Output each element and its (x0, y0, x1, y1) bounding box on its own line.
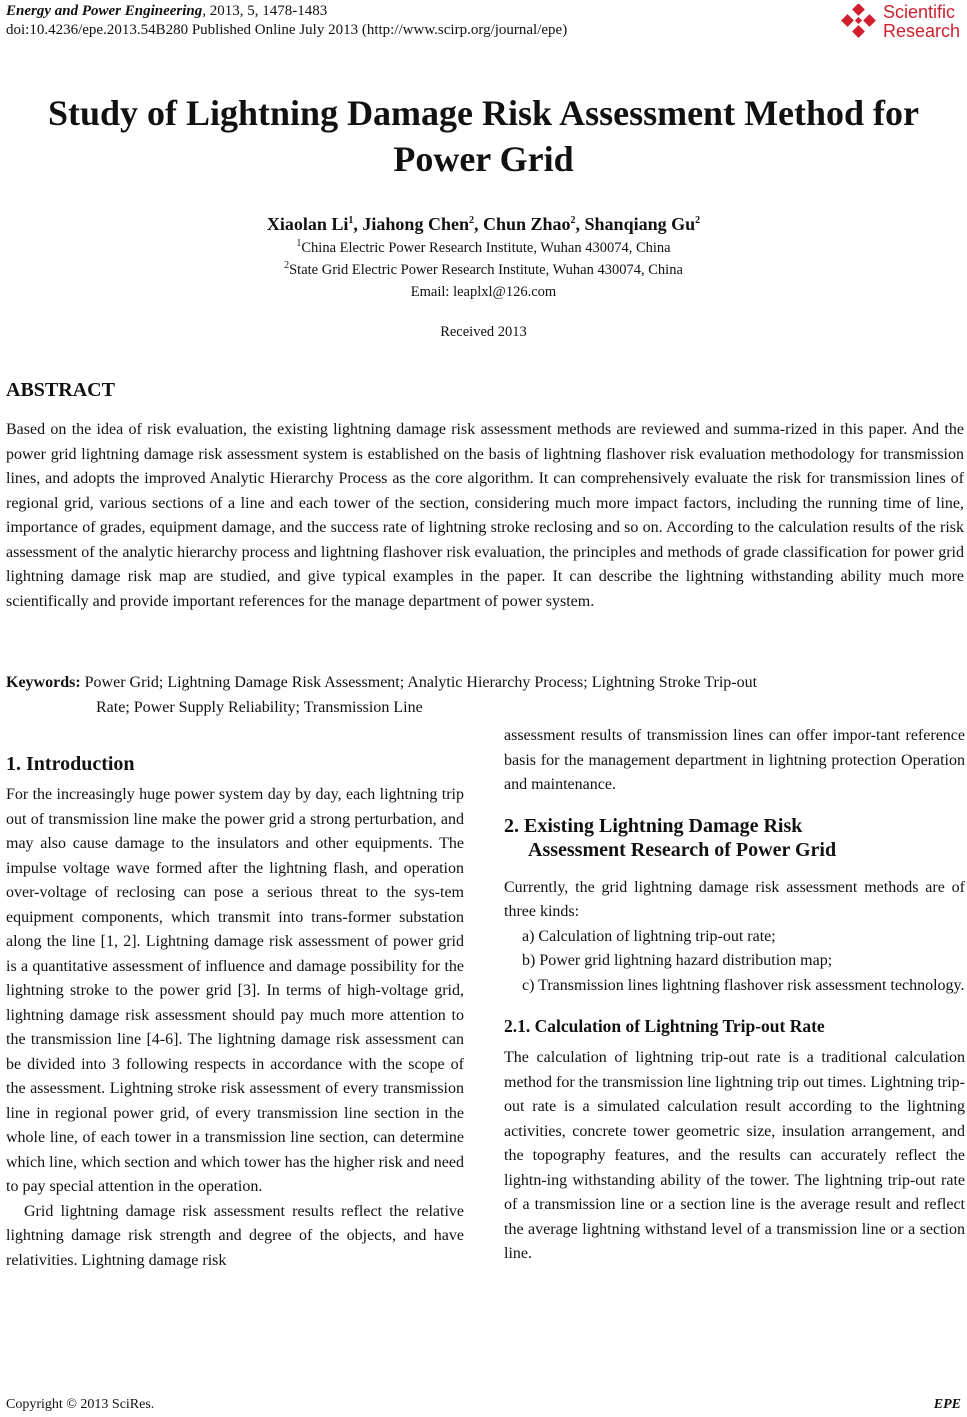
author-name: Shanqiang Gu (584, 214, 696, 234)
author-affiliation-mark: 2 (570, 215, 576, 226)
paragraph: assessment results of transmission lines can offer impor-tant reference basis for the management department in lightning protection Operation and maintenance. (504, 727, 965, 793)
title-line-2: Power Grid (393, 139, 574, 179)
logo-text-line2: Research (883, 21, 961, 41)
author-name: Jiahong Chen (362, 214, 469, 234)
paragraph: Currently, the grid lightning damage risk assessment methods are of three kinds: (504, 878, 965, 920)
section-heading: 2. Existing Lightning Damage Risk Assessment Research of Power Grid (504, 814, 837, 861)
publisher-logo (839, 2, 963, 44)
abstract-text: Based on the idea of risk evaluation, the existing lightning damage risk assessment methods are reviewed and summa-rized in this paper. And the power grid lightning damage risk assessment system is established on the basis of lightning flashover risk evaluation methodology for transmission lines, and adopts the improved Analytic Hierarchy Process as the core algorithm. It can comprehensively evaluate the risk for transmission lines of regional grid, various sections of a line and each tower of the section, considering much more impact factors, including the running time of line, importance of grades, equipment damage, and the success rate of lightning stroke reclosing and so on. According to the calculation results of the risk assessment of the analytic hierarchy process and lightning flashover risk evaluation, the principles and methods of grade classification for power grid lightning damage risk map are studied, and give typical examples in the paper. It can describe the lightning withstanding ability much more scientifically and provide important references for the manage department of power system. (6, 421, 964, 610)
paragraph: The calculation of lightning trip-out rate is a traditional calculation method for the transmission line lightning trip out times. Lightning trip-out rate is a simulated calculation result according to the lightning activities, concrete tower geometric size, insulation arrangement, and the topography features, and the results can accurately reflect the lightn-ing withstanding ability of the tower. The lightning trip-out rate of a transmission line or a section line is the average result and reflect the average lightning withstand level of a transmission line or a section line. (504, 1049, 965, 1262)
logo-text-line1: Scientific (883, 2, 956, 22)
list-item: c) Transmission lines lightning flashover risk assessment technology. (522, 976, 965, 994)
received-date: Received 2013 (440, 324, 527, 340)
subsection-heading: 2.1. Calculation of Lightning Trip-out Rate (504, 1016, 825, 1036)
keywords-line-2: Rate; Power Supply Reliability; Transmission Line (96, 698, 423, 716)
page-footer (6, 1397, 961, 1413)
abstract-heading: ABSTRACT (6, 379, 115, 401)
author-affiliation-mark: 1 (348, 215, 354, 226)
list-item: a) Calculation of lightning trip-out rate; (522, 927, 776, 945)
affiliation-1: $^1$China Electric Power Research Institute, Wuhan 430074, China (296, 238, 671, 256)
title-line-1: Study of Lightning Damage Risk Assessment Method for (47, 93, 920, 133)
paper-title (0, 90, 967, 182)
author-name: Chun Zhao (482, 214, 571, 234)
author-affiliation-mark: 2 (695, 215, 701, 226)
right-column (504, 727, 965, 1267)
copyright: Copyright © 2013 SciRes. (6, 1397, 155, 1412)
section-heading: 1. Introduction (6, 753, 135, 775)
keywords-line-1: Power Grid; Lightning Damage Risk Assessment; Analytic Hierarchy Process; Lightning Stroke Trip-out (80, 674, 758, 691)
keywords (6, 671, 964, 720)
paragraph: For the increasingly huge power system day by day, each lightning trip out of transmission line make the power grid a strong perturbation, and may also cause damage to the insulators and other equipments. The impulse voltage wave formed after the lightning flash, and operation over-voltage of reclosing can pose a serious threat to the sys-tem equipment components, which transmit into trans-former substation along the line [1, 2]. Lightning damage risk assessment of power grid is a quantitative assessment of influence and damage possibility for the lightning stroke to the power grid [3]. In terms of high-voltage grid, lightning damage risk assessment should pay much more attention to the transmission line [4-6]. The lightning damage risk assessment can be divided into 3 following respects in accordance with the scope of the assessment. Lightning stroke risk assessment of every transmission line in regional power grid, of every transmission line section in the whole line, of each tower in a transmission line section, can determine which line, which section and which tower has the higher risk and need to pay special attention in the operation. (6, 786, 464, 1195)
paragraph: Grid lightning damage risk assessment results reflect the relative lightning damage risk strength and degree of the objects, and have relativities. Lightning damage risk (6, 1202, 464, 1269)
doi-line: doi:10.4236/epe.2013.54B280 Published Online July 2013 (http://www.scirp.org/journal/epe) (6, 22, 568, 38)
author-affiliation-mark: 2 (468, 215, 474, 226)
journal-header (6, 2, 567, 40)
journal-abbreviation: EPE (933, 1397, 961, 1412)
author-email: Email: leaplxl@126.com (410, 284, 557, 300)
affiliation-2: $^2$State Grid Electric Power Research Institute, Wuhan 430074, China (284, 260, 683, 278)
left-column (6, 751, 464, 1273)
journal-citation: , 2013, 5, 1478-1483 (202, 3, 328, 19)
list-item: b) Power grid lightning hazard distribution map; (522, 952, 833, 969)
journal-name: Energy and Power Engineering (6, 3, 203, 19)
scientific-research-logo-icon (839, 4, 879, 42)
keywords-label: Keywords: (6, 674, 81, 691)
author-list: Xiaolan Li$^1$, Jiahong Chen$^2$, Chun Zhao$^2$, Shanqiang Gu$^2$ (266, 214, 701, 234)
author-name: Xiaolan Li (266, 214, 349, 234)
